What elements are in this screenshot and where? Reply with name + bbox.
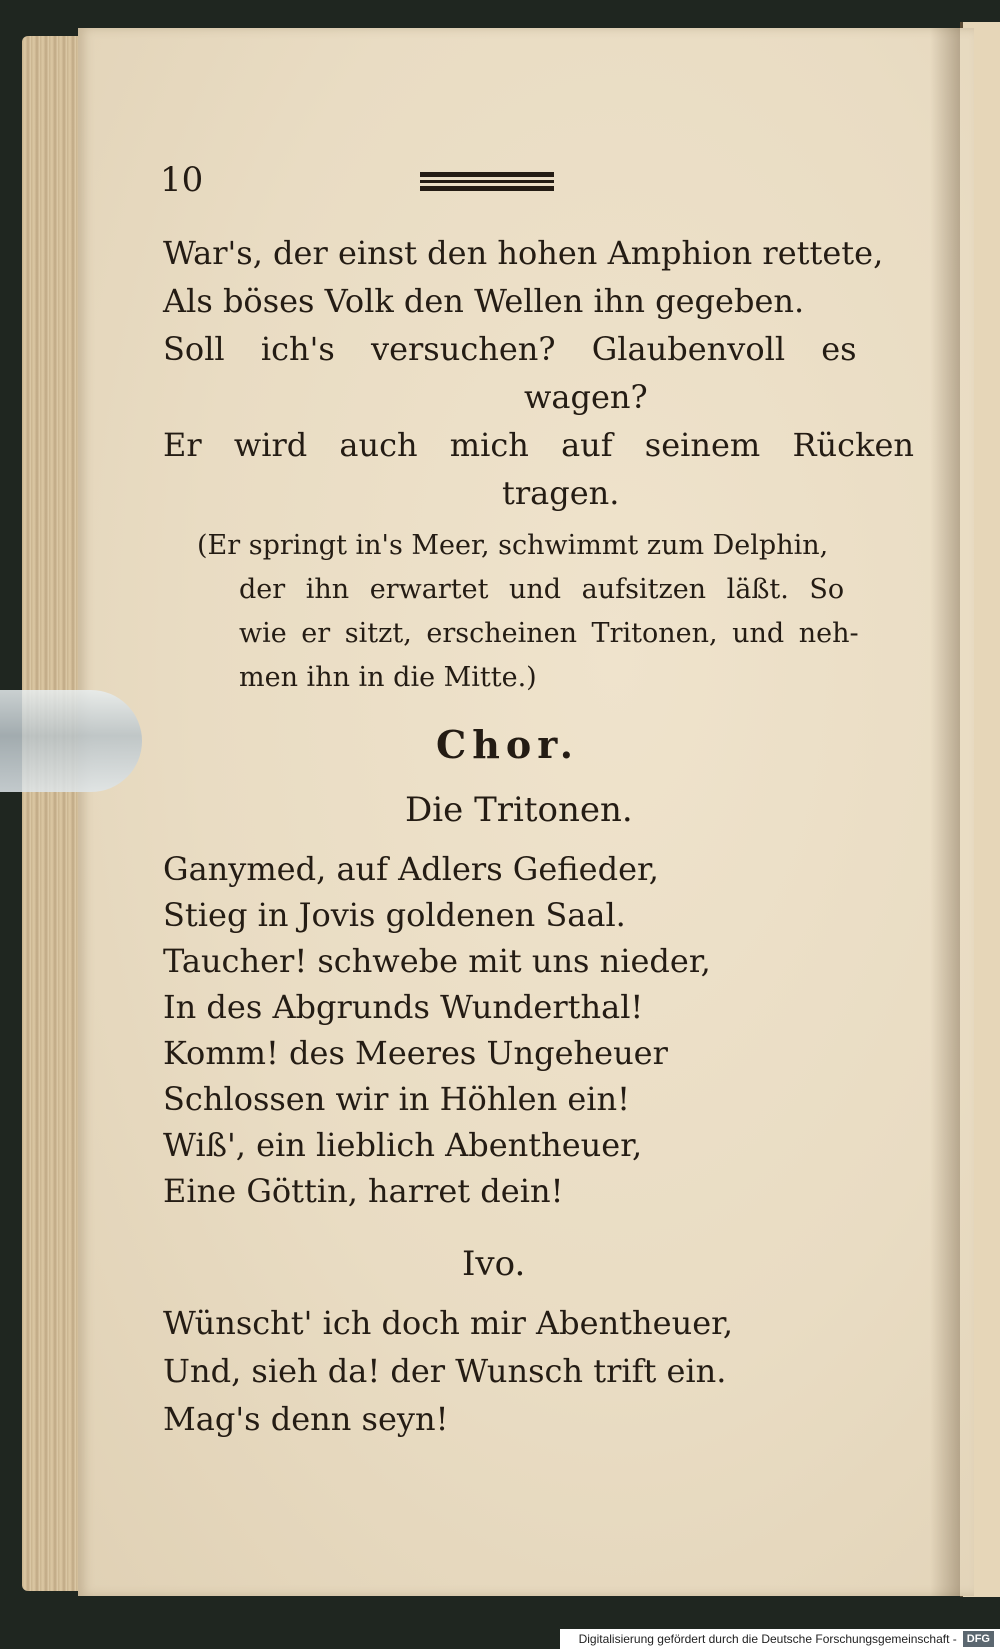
dfg-logo: DFG <box>963 1631 994 1647</box>
verse-line: War's, der einst den hohen Amphion rettete, <box>163 234 884 272</box>
chorus-speaker: Die Tritonen. <box>405 790 633 830</box>
footer-text: Digitalisierung gefördert durch die Deutsche Forschungsgemeinschaft - <box>578 1632 957 1646</box>
speaker-line: Mag's denn seyn! <box>163 1400 449 1438</box>
clip-bookmark <box>0 690 142 792</box>
verse-line: tragen. <box>502 474 620 512</box>
stage-direction-line: wie er sitzt, erscheinen Tritonen, und neh- <box>239 618 859 649</box>
chorus-line: Wiß', ein lieblich Abentheuer, <box>163 1126 643 1164</box>
chorus-line: Stieg in Jovis goldenen Saal. <box>163 896 626 934</box>
speaker-line: Und, sieh da! der Wunsch trift ein. <box>163 1352 727 1390</box>
chorus-line: Taucher! schwebe mit uns nieder, <box>163 942 711 980</box>
gutter-shadow <box>930 28 960 1596</box>
chorus-line: Eine Göttin, harret dein! <box>163 1172 564 1210</box>
chorus-line: Komm! des Meeres Ungeheuer <box>163 1034 668 1072</box>
speaker-name: Ivo. <box>462 1244 526 1284</box>
verse-line: wagen? <box>524 378 648 416</box>
stage-direction-line: der ihn erwartet und aufsitzen läßt. So <box>239 574 845 605</box>
verse-line: Soll ich's versuchen? Glaubenvoll es <box>163 330 857 368</box>
verse-line: Er wird auch mich auf seinem Rücken <box>163 426 914 464</box>
stage-direction-line: (Er springt in's Meer, schwimmt zum Delphin, <box>197 530 829 561</box>
verse-line: Als böses Volk den Wellen ihn gegeben. <box>163 282 805 320</box>
chorus-line: Schlossen wir in Höhlen ein! <box>163 1080 630 1118</box>
chorus-heading: Chor. <box>436 722 579 767</box>
stage-direction-line: men ihn in die Mitte.) <box>239 662 537 693</box>
page-number: 10 <box>160 160 204 200</box>
speaker-line: Wünscht' ich doch mir Abentheuer, <box>163 1304 734 1342</box>
chorus-line: Ganymed, auf Adlers Gefieder, <box>163 850 659 888</box>
header-ornament-rule <box>420 172 554 192</box>
chorus-line: In des Abgrunds Wunderthal! <box>163 988 644 1026</box>
digitization-footer <box>560 1629 1000 1649</box>
